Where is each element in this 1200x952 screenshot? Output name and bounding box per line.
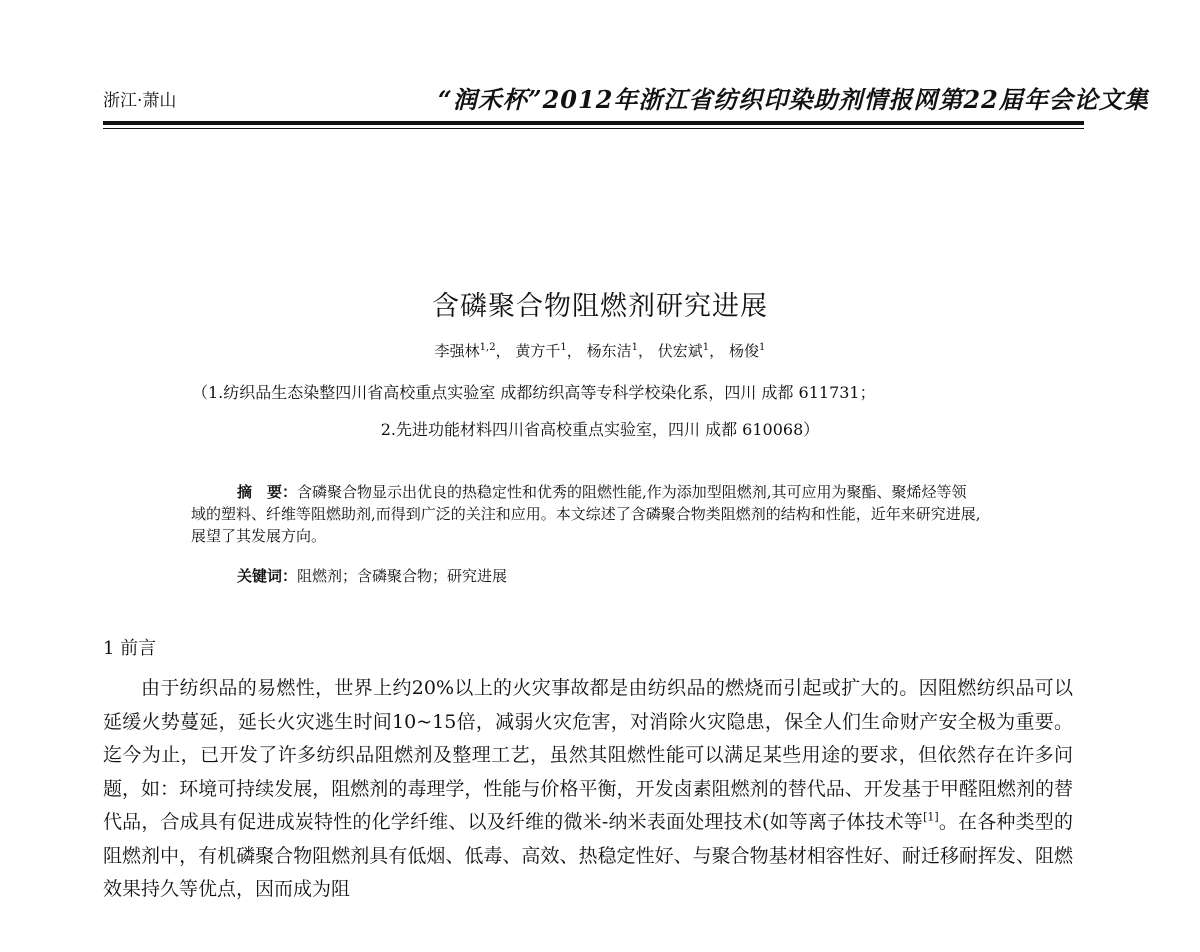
author: 李强林$^{1,2}$ bbox=[434, 342, 496, 360]
running-header-location: 浙江·萧山 bbox=[103, 91, 177, 111]
header-rule-thin bbox=[103, 128, 1084, 129]
abstract-text: 含磷聚合物显示出优良的热稳定性和优秀的阻燃性能,作为添加型阻燃剂,其可应用为聚酯、聚烯烃等领域的塑料、纤维等阻燃助剂,而得到广泛的关注和应用。本文综述了含磷聚合物类阻燃剂的结构和性能，近年来研究进展,展望了其发展方向。 bbox=[191, 483, 981, 545]
keywords bbox=[237, 565, 507, 586]
section-heading: 1 前言 bbox=[103, 638, 157, 659]
author: 杨俊$^1$ bbox=[728, 342, 766, 360]
author-list: 李强林$^{1,2}$， 黄方千$^1$， 杨东洁$^1$， 伏宏斌$^1$， 杨俊$^1$ bbox=[434, 342, 766, 360]
author: 伏宏斌$^1$ bbox=[657, 342, 710, 360]
author: 黄方千$^1$ bbox=[515, 342, 567, 360]
abstract bbox=[191, 481, 981, 547]
keywords-text: 阻燃剂；含磷聚合物；研究进展 bbox=[297, 567, 508, 585]
body-paragraph: 由于纺织品的易燃性，世界上约20%以上的火灾事故都是由纺织品的燃烧而引起或扩大的。因阻燃纺织品可以延缓火势蔓延，延长火灾逃生时间10~15倍，减弱火灾危害，对消除火灾隐患，保全人们生命财产安全极为重要。迄今为止，已开发了许多纺织品阻燃剂及整理工艺，虽然其阻燃性能可以满足某些用途的要求，但依然存在许多问题，如：环境可持续发展，阻燃剂的毒理学，性能与价格平衡，开发卤素阻燃剂的替代品、开发基于甲醛阻燃剂的替代品，合成具有促进成炭特性的化学纤维、以及纤维的微米-纳米表面处理技术(如等离子体技术等[1]。在各种类型的阻燃剂中，有机磷聚合物阻燃剂具有低烟、低毒、高效、热稳定性好、与聚合物基材相容性好、耐迁移耐挥发、阻燃效果持久等优点，因而成为阻 bbox=[103, 677, 1073, 900]
affiliation-line-2: 2.先进功能材料四川省高校重点实验室，四川 成都 610068） bbox=[380, 420, 820, 439]
abstract-label: 摘 要： bbox=[237, 483, 298, 501]
author: 杨东洁$^1$ bbox=[586, 342, 638, 360]
affiliation-line-1: （1.纺织品生态染整四川省高校重点实验室 成都纺织高等专科学校染化系，四川 成都 611731； bbox=[192, 383, 876, 402]
header-rule-thick bbox=[103, 121, 1084, 125]
paper-title: 含磷聚合物阻燃剂研究进展 bbox=[432, 291, 768, 322]
citation-marker: [1] bbox=[923, 810, 939, 824]
running-header-proceedings: “润禾杯”2012年浙江省纺织印染助剂情报网第22届年会论文集 bbox=[438, 85, 1149, 114]
keywords-label: 关键词： bbox=[237, 567, 298, 585]
